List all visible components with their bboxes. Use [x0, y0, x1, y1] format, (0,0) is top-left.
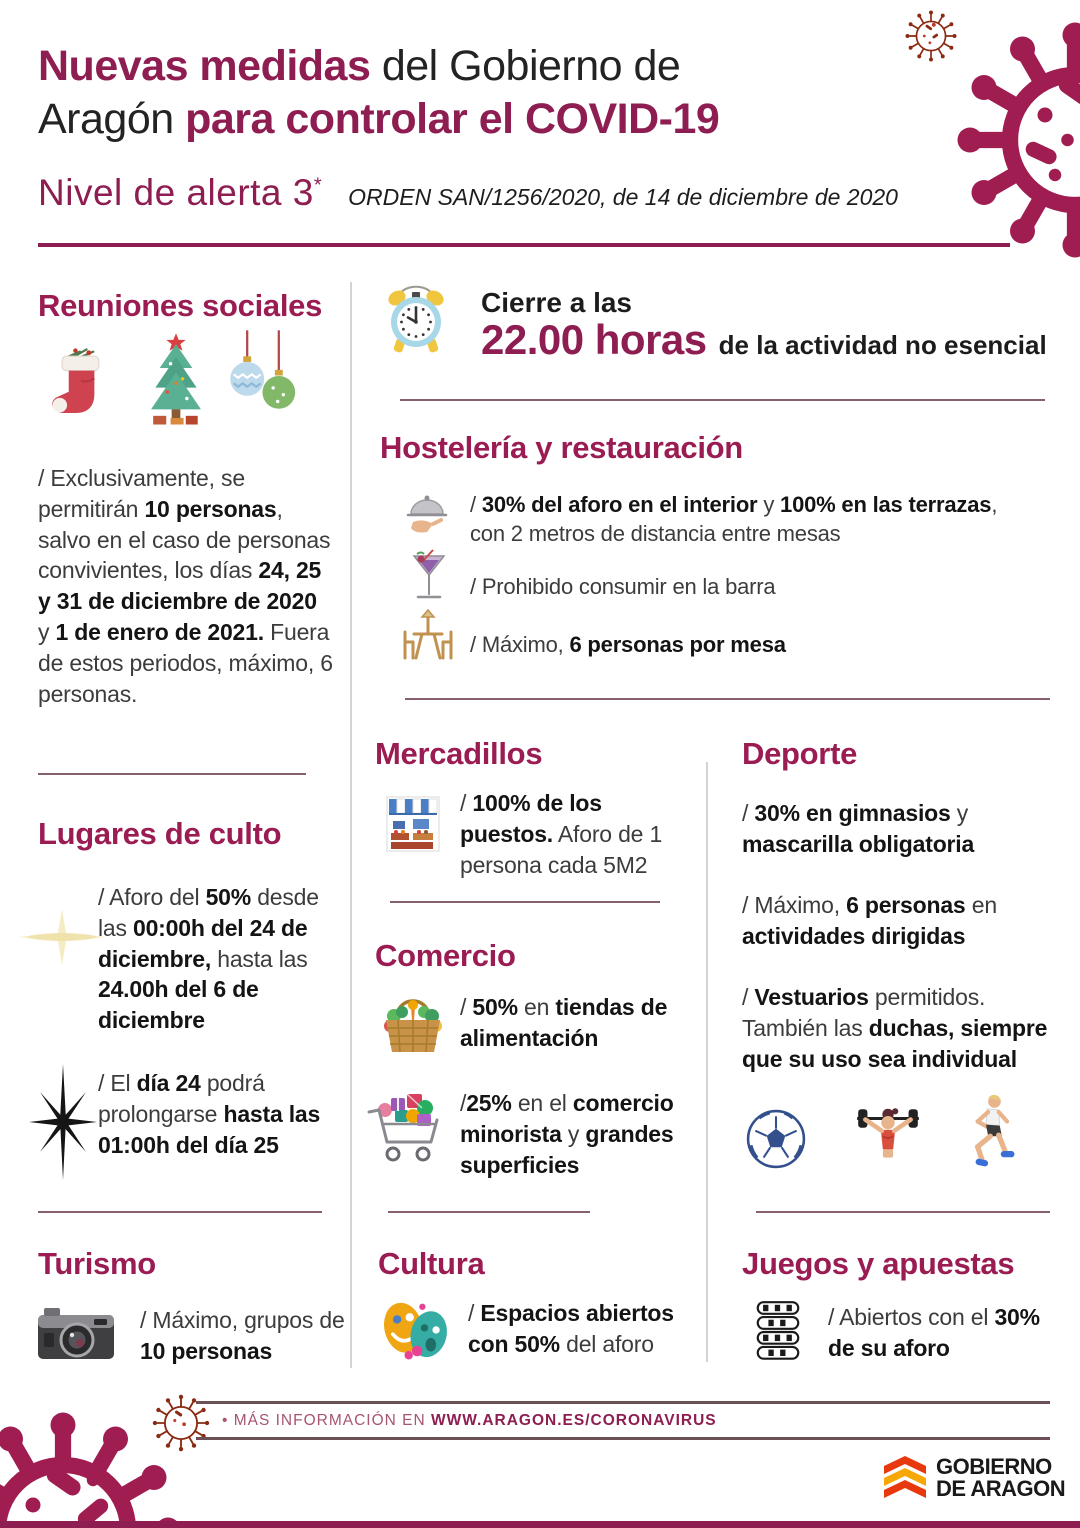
- food-basket-icon: [378, 992, 448, 1058]
- reuniones-body: / Exclusivamente, se permitirán 10 personas, salvo en el caso de personas convivientes, los días 24, 25 y 31 de diciembre de 2020 y 1 de enero de 2021. Fuera de estos periodos, máximo, 6 personas.: [38, 465, 333, 707]
- column-vertical-divider: [706, 762, 708, 1362]
- poker-chips-icon: [752, 1300, 804, 1364]
- comercio-item-1: / 50% en tiendas de alimentación: [460, 994, 668, 1051]
- footer-rule-bottom: [196, 1437, 1050, 1440]
- camera-icon: [36, 1303, 118, 1365]
- alarm-clock-icon: [381, 281, 451, 355]
- page-title-line2: Aragón para controlar el COVID-19: [38, 95, 720, 143]
- left-divider-1: [38, 773, 306, 775]
- closure-suffix: de la actividad no esencial: [718, 330, 1047, 360]
- footer-info-prefix: • MÁS INFORMACIÓN EN: [222, 1412, 431, 1429]
- shopping-cart-icon: [365, 1090, 451, 1170]
- alert-row: [38, 172, 898, 214]
- juegos-divider: [756, 1211, 1050, 1213]
- culto-item-2: / El día 24 podrá prolongarse hasta las 01:00h del día 25: [98, 1070, 321, 1158]
- section-title-reuniones: Reuniones sociales: [38, 288, 323, 323]
- aragon-logo-icon: [880, 1452, 930, 1504]
- gobierno-aragon-logo: [880, 1452, 1065, 1504]
- section-title-cultura: Cultura: [378, 1246, 485, 1281]
- footer-info: [222, 1412, 717, 1430]
- hosteleria-item-2: / Prohibido consumir en la barra: [470, 574, 776, 599]
- bottom-accent-bar: [0, 1521, 1080, 1528]
- section-title-mercadillos: Mercadillos: [375, 736, 543, 771]
- sparkle-star-icon: [22, 1062, 104, 1182]
- logo-line1: GOBIERNO: [936, 1454, 1052, 1480]
- cloche-icon: [403, 488, 451, 540]
- culto-item-1: / Aforo del 50% desde las 00:00h del 24 de diciembre, hasta las 24.00h del 6 de diciembre: [98, 884, 319, 1034]
- christmas-tree-icon: [138, 330, 214, 430]
- market-stall-icon: [383, 793, 443, 855]
- table-chairs-icon: [398, 608, 458, 666]
- large-virus-icon: [945, 15, 1080, 265]
- closure-time: 22.00 horas: [481, 316, 707, 363]
- header-rule: [38, 243, 1010, 247]
- alert-level: Nivel de alerta 3*: [38, 172, 323, 213]
- section-title-hosteleria: Hostelería y restauración: [380, 430, 743, 465]
- section-title-juegos: Juegos y apuestas: [742, 1246, 1015, 1281]
- christmas-stocking-icon: [42, 338, 120, 430]
- cocktail-icon: [408, 548, 450, 606]
- deporte-item-1: / 30% en gimnasios y mascarilla obligatoria: [742, 800, 975, 857]
- theater-masks-icon: [376, 1296, 454, 1366]
- section-title-comercio: Comercio: [375, 938, 516, 973]
- hosteleria-item-3: / Máximo, 6 personas por mesa: [470, 632, 786, 657]
- section-title-deporte: Deporte: [742, 736, 858, 771]
- weightlifter-icon: [848, 1100, 928, 1172]
- deporte-item-3: / Vestuarios permitidos. También las duchas, siempre que su uso sea individual: [742, 984, 1048, 1072]
- turismo-item-1: / Máximo, grupos de 10 personas: [140, 1307, 345, 1364]
- cultura-divider: [388, 1211, 590, 1213]
- closure-row: [481, 316, 1047, 364]
- mercadillos-item-1: / 100% de los puestos. Aforo de 1 persona cada 5M2: [460, 790, 663, 878]
- ornaments-icon: [228, 328, 298, 432]
- hosteleria-item-1: / 30% del aforo en el interior y 100% en las terrazas, con 2 metros de distancia entre mesas: [470, 492, 998, 547]
- section-title-turismo: Turismo: [38, 1246, 156, 1281]
- faint-star-icon: [14, 905, 110, 969]
- runner-icon: [952, 1092, 1018, 1172]
- logo-text: [936, 1456, 1065, 1499]
- hosteleria-rule: [405, 698, 1050, 700]
- juegos-item-1: / Abiertos con el 30% de su aforo: [828, 1304, 1040, 1361]
- closure-rule: [400, 399, 1045, 401]
- comercio-item-2: /25% en el comercio minorista y grandes superficies: [460, 1090, 674, 1178]
- logo-line2: DE ARAGON: [936, 1476, 1066, 1501]
- footer-rule-top: [196, 1401, 1050, 1404]
- soccer-ball-icon: [745, 1108, 807, 1170]
- left-divider-2: [38, 1211, 322, 1213]
- mercadillos-divider: [390, 901, 660, 903]
- closure-line1: Cierre a las: [481, 287, 632, 318]
- main-vertical-divider: [350, 282, 352, 1368]
- footer-info-url: WWW.ARAGON.ES/CORONAVIRUS: [431, 1412, 717, 1429]
- order-reference: ORDEN SAN/1256/2020, de 14 de diciembre de 2020: [348, 184, 898, 210]
- deporte-item-2: / Máximo, 6 personas en actividades dirigidas: [742, 892, 997, 949]
- alert-asterisk: *: [313, 174, 323, 197]
- section-title-culto: Lugares de culto: [38, 816, 282, 851]
- page-title-line1: Nuevas medidas del Gobierno de: [38, 42, 681, 90]
- cultura-item-1: / Espacios abiertos con 50% del aforo: [468, 1300, 674, 1357]
